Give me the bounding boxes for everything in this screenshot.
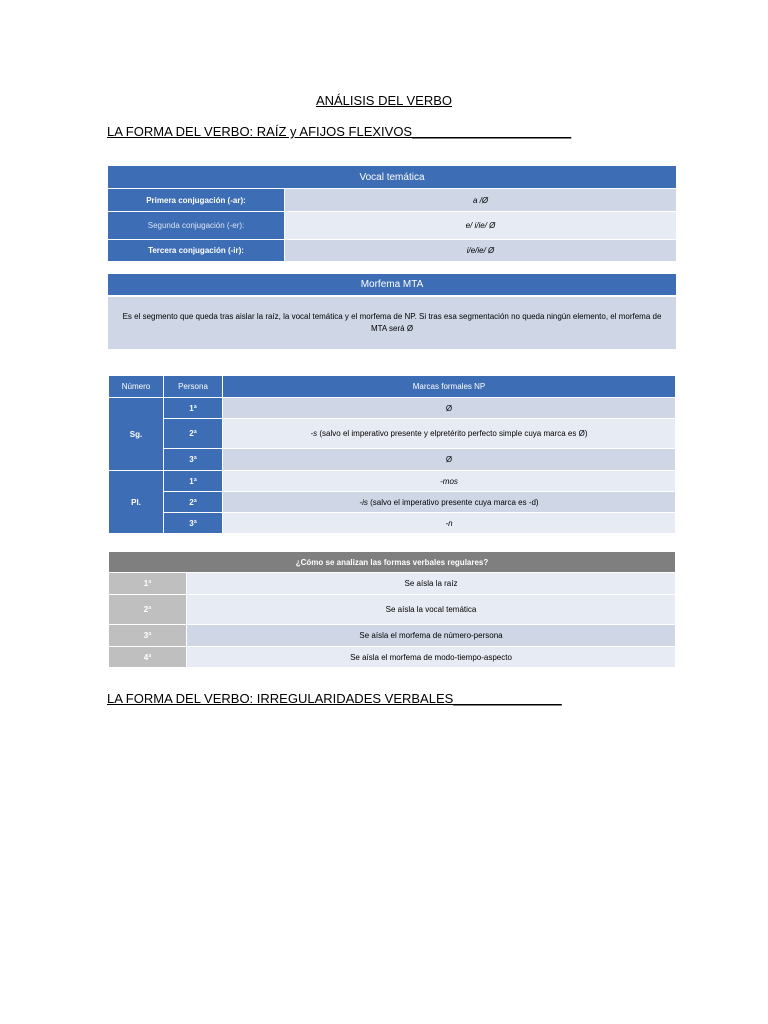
np-marca-rest: (salvo el imperativo presente y elpretérito perfecto simple cuya marca es Ø)	[317, 429, 588, 438]
step-text: Se aísla la raíz	[187, 573, 676, 595]
vocal-row-value: i/e/ie/ Ø	[285, 240, 676, 261]
section-title-raiz-line: ______________________	[412, 124, 572, 139]
np-persona: 3ª	[164, 449, 223, 471]
np-marca-italic: -s	[310, 429, 318, 438]
vocal-tematica-header: Vocal temática	[108, 166, 676, 188]
vocal-row-3	[108, 240, 676, 261]
np-marca: -n	[223, 513, 676, 534]
section-title-raiz	[107, 124, 571, 139]
step-text: Se aísla la vocal temática	[187, 595, 676, 625]
np-table	[108, 375, 676, 534]
step-number: 1ª	[109, 573, 187, 595]
morfema-mta-box	[108, 274, 676, 349]
vocal-row-label: Tercera conjugación (-ir):	[108, 240, 284, 261]
np-col-numero: Número	[109, 376, 164, 398]
np-col-persona: Persona	[164, 376, 223, 398]
vocal-row-value: e/ i/ie/ Ø	[285, 212, 676, 239]
np-col-marcas: Marcas formales NP	[223, 376, 676, 398]
np-persona: 1ª	[164, 398, 223, 419]
step-number: 4ª	[109, 647, 187, 668]
vocal-row-value: a /Ø	[285, 189, 676, 211]
step-number: 3ª	[109, 625, 187, 647]
section-title-irregularidades	[107, 691, 562, 706]
vocal-row-label: Primera conjugación (-ar):	[108, 189, 284, 211]
section-title-irregularidades-text: LA FORMA DEL VERBO: IRREGULARIDADES VERBALES	[107, 691, 454, 706]
morfema-mta-text: Es el segmento que queda tras aislar la raíz, la vocal temática y el morfema de NP. Si tras esa segmentación no queda ningún elemento, el morfema de MTA será Ø	[108, 297, 676, 349]
section-title-irregularidades-line: _______________	[453, 691, 562, 706]
np-sg-label: Sg.	[109, 398, 164, 471]
steps-header: ¿Cómo se analizan las formas verbales regulares?	[109, 552, 676, 573]
vocal-row-label: Segunda conjugación (-er):	[108, 212, 284, 239]
np-marca: Ø	[223, 398, 676, 419]
np-persona: 1ª	[164, 471, 223, 492]
vocal-row-2	[108, 212, 676, 239]
steps-table	[108, 551, 676, 668]
np-pl-label: Pl.	[109, 471, 164, 534]
np-marca-rest: (salvo el imperativo presente cuya marca es -d)	[367, 497, 539, 507]
np-marca-italic: -is	[359, 497, 368, 507]
vocal-row-1	[108, 189, 676, 211]
step-text: Se aísla el morfema de modo-tiempo-aspecto	[187, 647, 676, 668]
step-number: 2ª	[109, 595, 187, 625]
vocal-tematica-table	[108, 166, 676, 261]
np-persona: 2ª	[164, 419, 223, 449]
morfema-mta-header: Morfema MTA	[108, 274, 676, 295]
page-title: ANÁLISIS DEL VERBO	[315, 93, 453, 108]
np-persona: 3ª	[164, 513, 223, 534]
np-persona: 2ª	[164, 492, 223, 513]
section-title-raiz-text: LA FORMA DEL VERBO: RAÍZ y AFIJOS FLEXIVOS	[107, 124, 413, 139]
step-text: Se aísla el morfema de número-persona	[187, 625, 676, 647]
np-marca	[223, 419, 676, 449]
np-marca	[223, 492, 676, 513]
np-marca: Ø	[223, 449, 676, 471]
np-marca: -mos	[223, 471, 676, 492]
